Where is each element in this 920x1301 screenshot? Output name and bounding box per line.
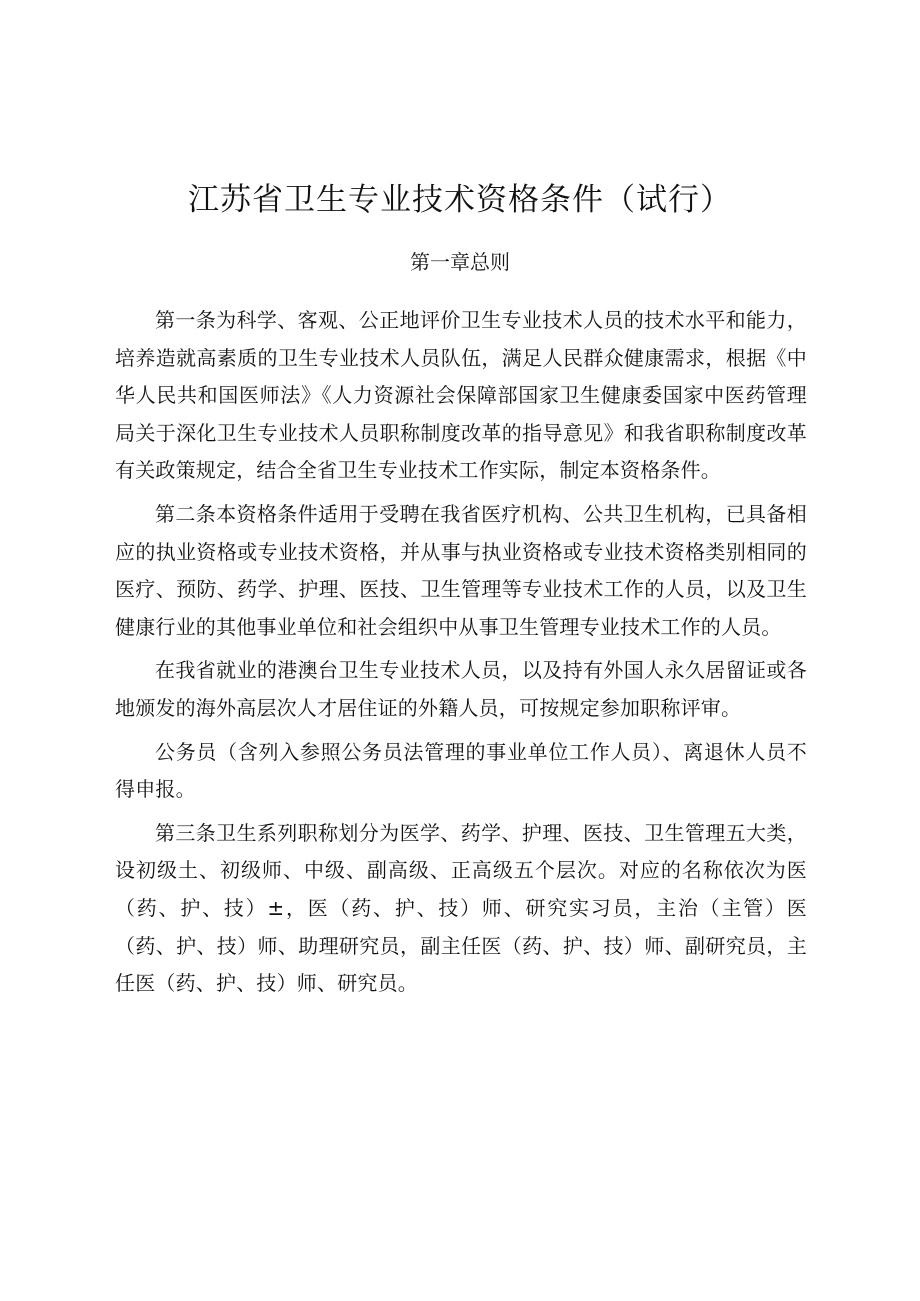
article-2-exclusion-paragraph: 公务员（含列入参照公务员法管理的事业单位工作人员）、离退休人员不得申报。 — [115, 739, 807, 802]
article-2-paragraph: 第二条本资格条件适用于受聘在我省医疗机构、公共卫生机构，已具备相应的执业资格或专业技术资格，并从事与执业资格或专业技术资格类别相同的医疗、预防、药学、护理、医技、卫生管理等专业技术工作的人员，以及卫生健康行业的其他事业单位和社会组织中从事卫生管理专业技术工作的人员。 — [115, 501, 807, 639]
article-3-paragraph: 第三条卫生系列职称划分为医学、药学、护理、医技、卫生管理五大类，设初级土、初级师、中级、副高级、正高级五个层次。对应的名称依次为医（药、护、技）±，医（药、护、技）师、研究实习员，主治（主管）医（药、护、技）师、助理研究员，副主任医（药、护、技）师、副研究员，主任医（药、护、技）师、研究员。 — [115, 820, 807, 996]
chapter-heading: 第一章总则 — [410, 250, 510, 274]
article-1-paragraph: 第一条为科学、客观、公正地评价卫生专业技术人员的技术水平和能力，培养造就高素质的卫生专业技术人员队伍，满足人民群众健康需求，根据《中华人民共和国医师法》《人力资源社会保障部国家卫生健康委国家中医药管理局关于深化卫生专业技术人员职称制度改革的指导意见》和我省职称制度改革有关政策规定，结合全省卫生专业技术工作实际，制定本资格条件。 — [115, 308, 807, 483]
article-2-foreign-staff-paragraph: 在我省就业的港澳台卫生专业技术人员，以及持有外国人永久居留证或各地颁发的海外高层次人才居住证的外籍人员，可按规定参加职称评审。 — [115, 658, 807, 720]
document-body — [115, 302, 807, 1003]
document-title: 江苏省卫生专业技术资格条件（试行） — [188, 182, 732, 218]
